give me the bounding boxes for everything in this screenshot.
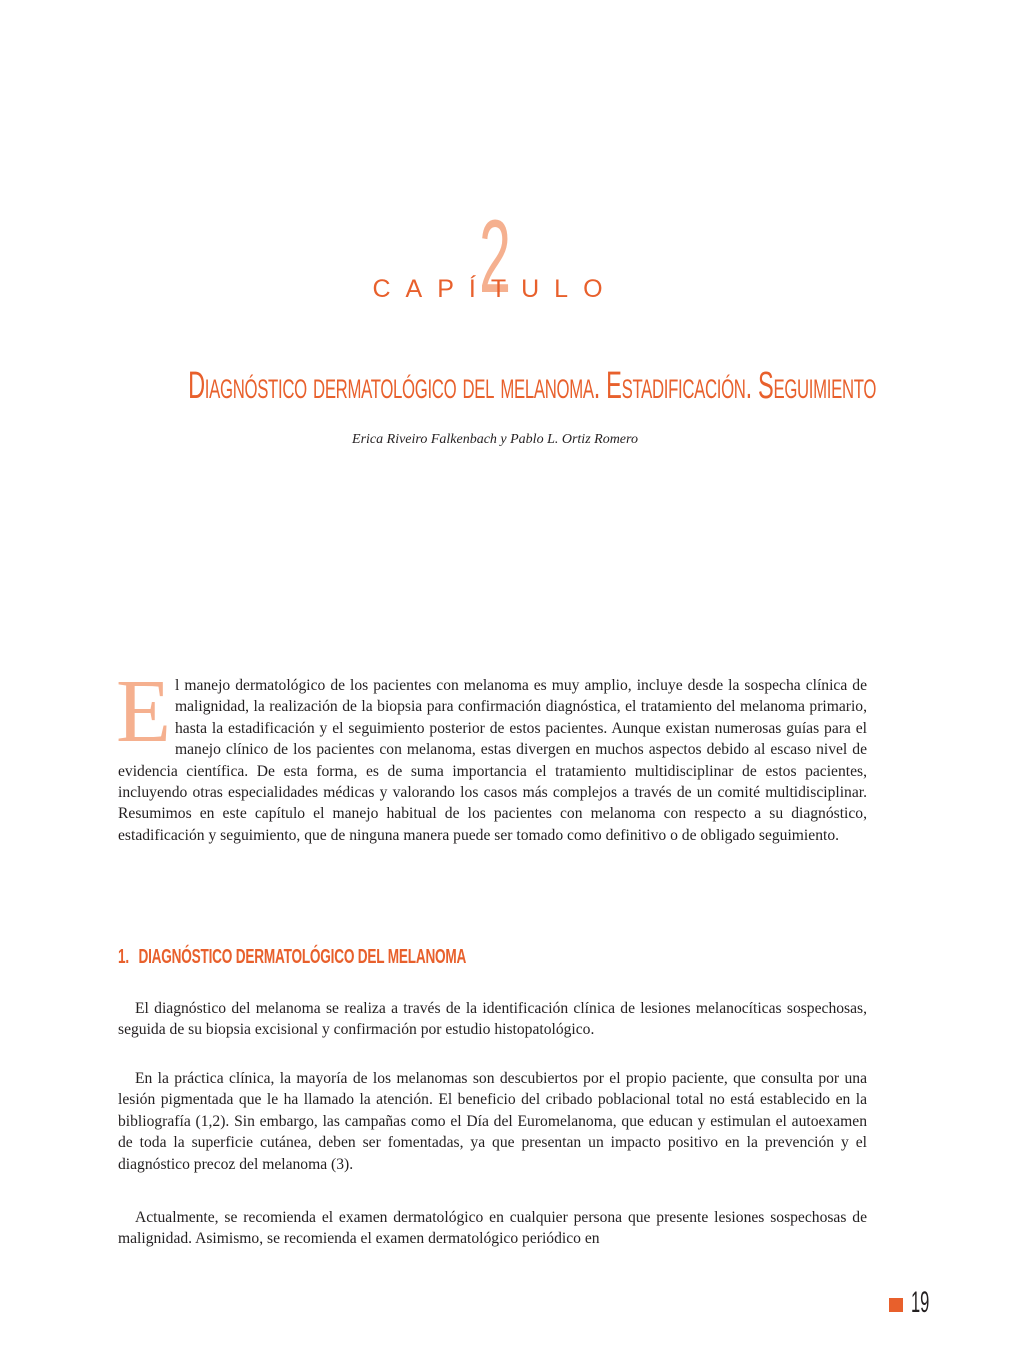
section-number: 1. (118, 946, 129, 968)
page-number: 19 (911, 1286, 930, 1319)
chapter-authors: Erica Riveiro Falkenbach y Pablo L. Ortiz Romero (352, 432, 638, 447)
drop-cap: E (116, 662, 171, 761)
page-marker-square (889, 1298, 903, 1312)
section-title: DIAGNÓSTICO DERMATOLÓGICO DEL MELANOMA (138, 946, 467, 968)
chapter-number: 2 (479, 199, 511, 315)
chapter-title: Diagnóstico dermatológico del melanoma. Estadificación. Seguimiento (188, 365, 877, 407)
body-paragraph: En la práctica clínica, la mayoría de los melanomas son descubiertos por el propio paciente, que consulta por una lesión pigmentada que le ha llamado la atención. El beneficio del cribado poblacional total no está establecido en la bibliografía (1,2). Sin embargo, las campañas como el Día del Euromelanoma, que educan y estimulan el autoexamen de toda la superficie cutánea, deben ser fomentadas, ya que presentan un impacto positivo en la prevención y el diagnóstico precoz del melanoma (3). (118, 1070, 867, 1173)
chapter-label: CAPÍTULO (372, 275, 618, 303)
page-footer (889, 1288, 949, 1322)
chapter-header (0, 199, 1012, 315)
body-paragraph: El diagnóstico del melanoma se realiza a través de la identificación clínica de lesiones melanocíticas sospechosas, seguida de su biopsia excisional y confirmación por estudio histopatológico. (118, 1000, 867, 1039)
intro-paragraph (116, 662, 867, 846)
section-heading (118, 946, 466, 969)
body-paragraph: Actualmente, se recomienda el examen dermatológico en cualquier persona que presente lesiones sospechosas de malignidad. Asimismo, se recomienda el examen dermatológico periódico en (118, 1209, 867, 1248)
intro-text: l manejo dermatológico de los pacientes con melanoma es muy amplio, incluye desde la sospecha clínica de malignidad, la realización de la biopsia para confirmación diagnóstica, el tratamiento del melanoma primario, hasta la estadificación y el seguimiento posterior de estos pacientes. Aunque existan numerosas guías para el manejo clínico de los pacientes con melanoma, estas divergen en muchos aspectos debido al escaso nivel de evidencia científica. De esta forma, es de suma importancia el tratamiento multidisciplinar de estos pacientes, incluyendo otras especialidades médicas y valorando los casos más complejos a través de un comité multidisciplinar. Resumimos en este capítulo el manejo habitual de los pacientes con melanoma con respecto a su diagnóstico, estadificación y seguimiento, que de ninguna manera puede ser tomado como definitivo o de obligado seguimiento. (118, 677, 867, 844)
